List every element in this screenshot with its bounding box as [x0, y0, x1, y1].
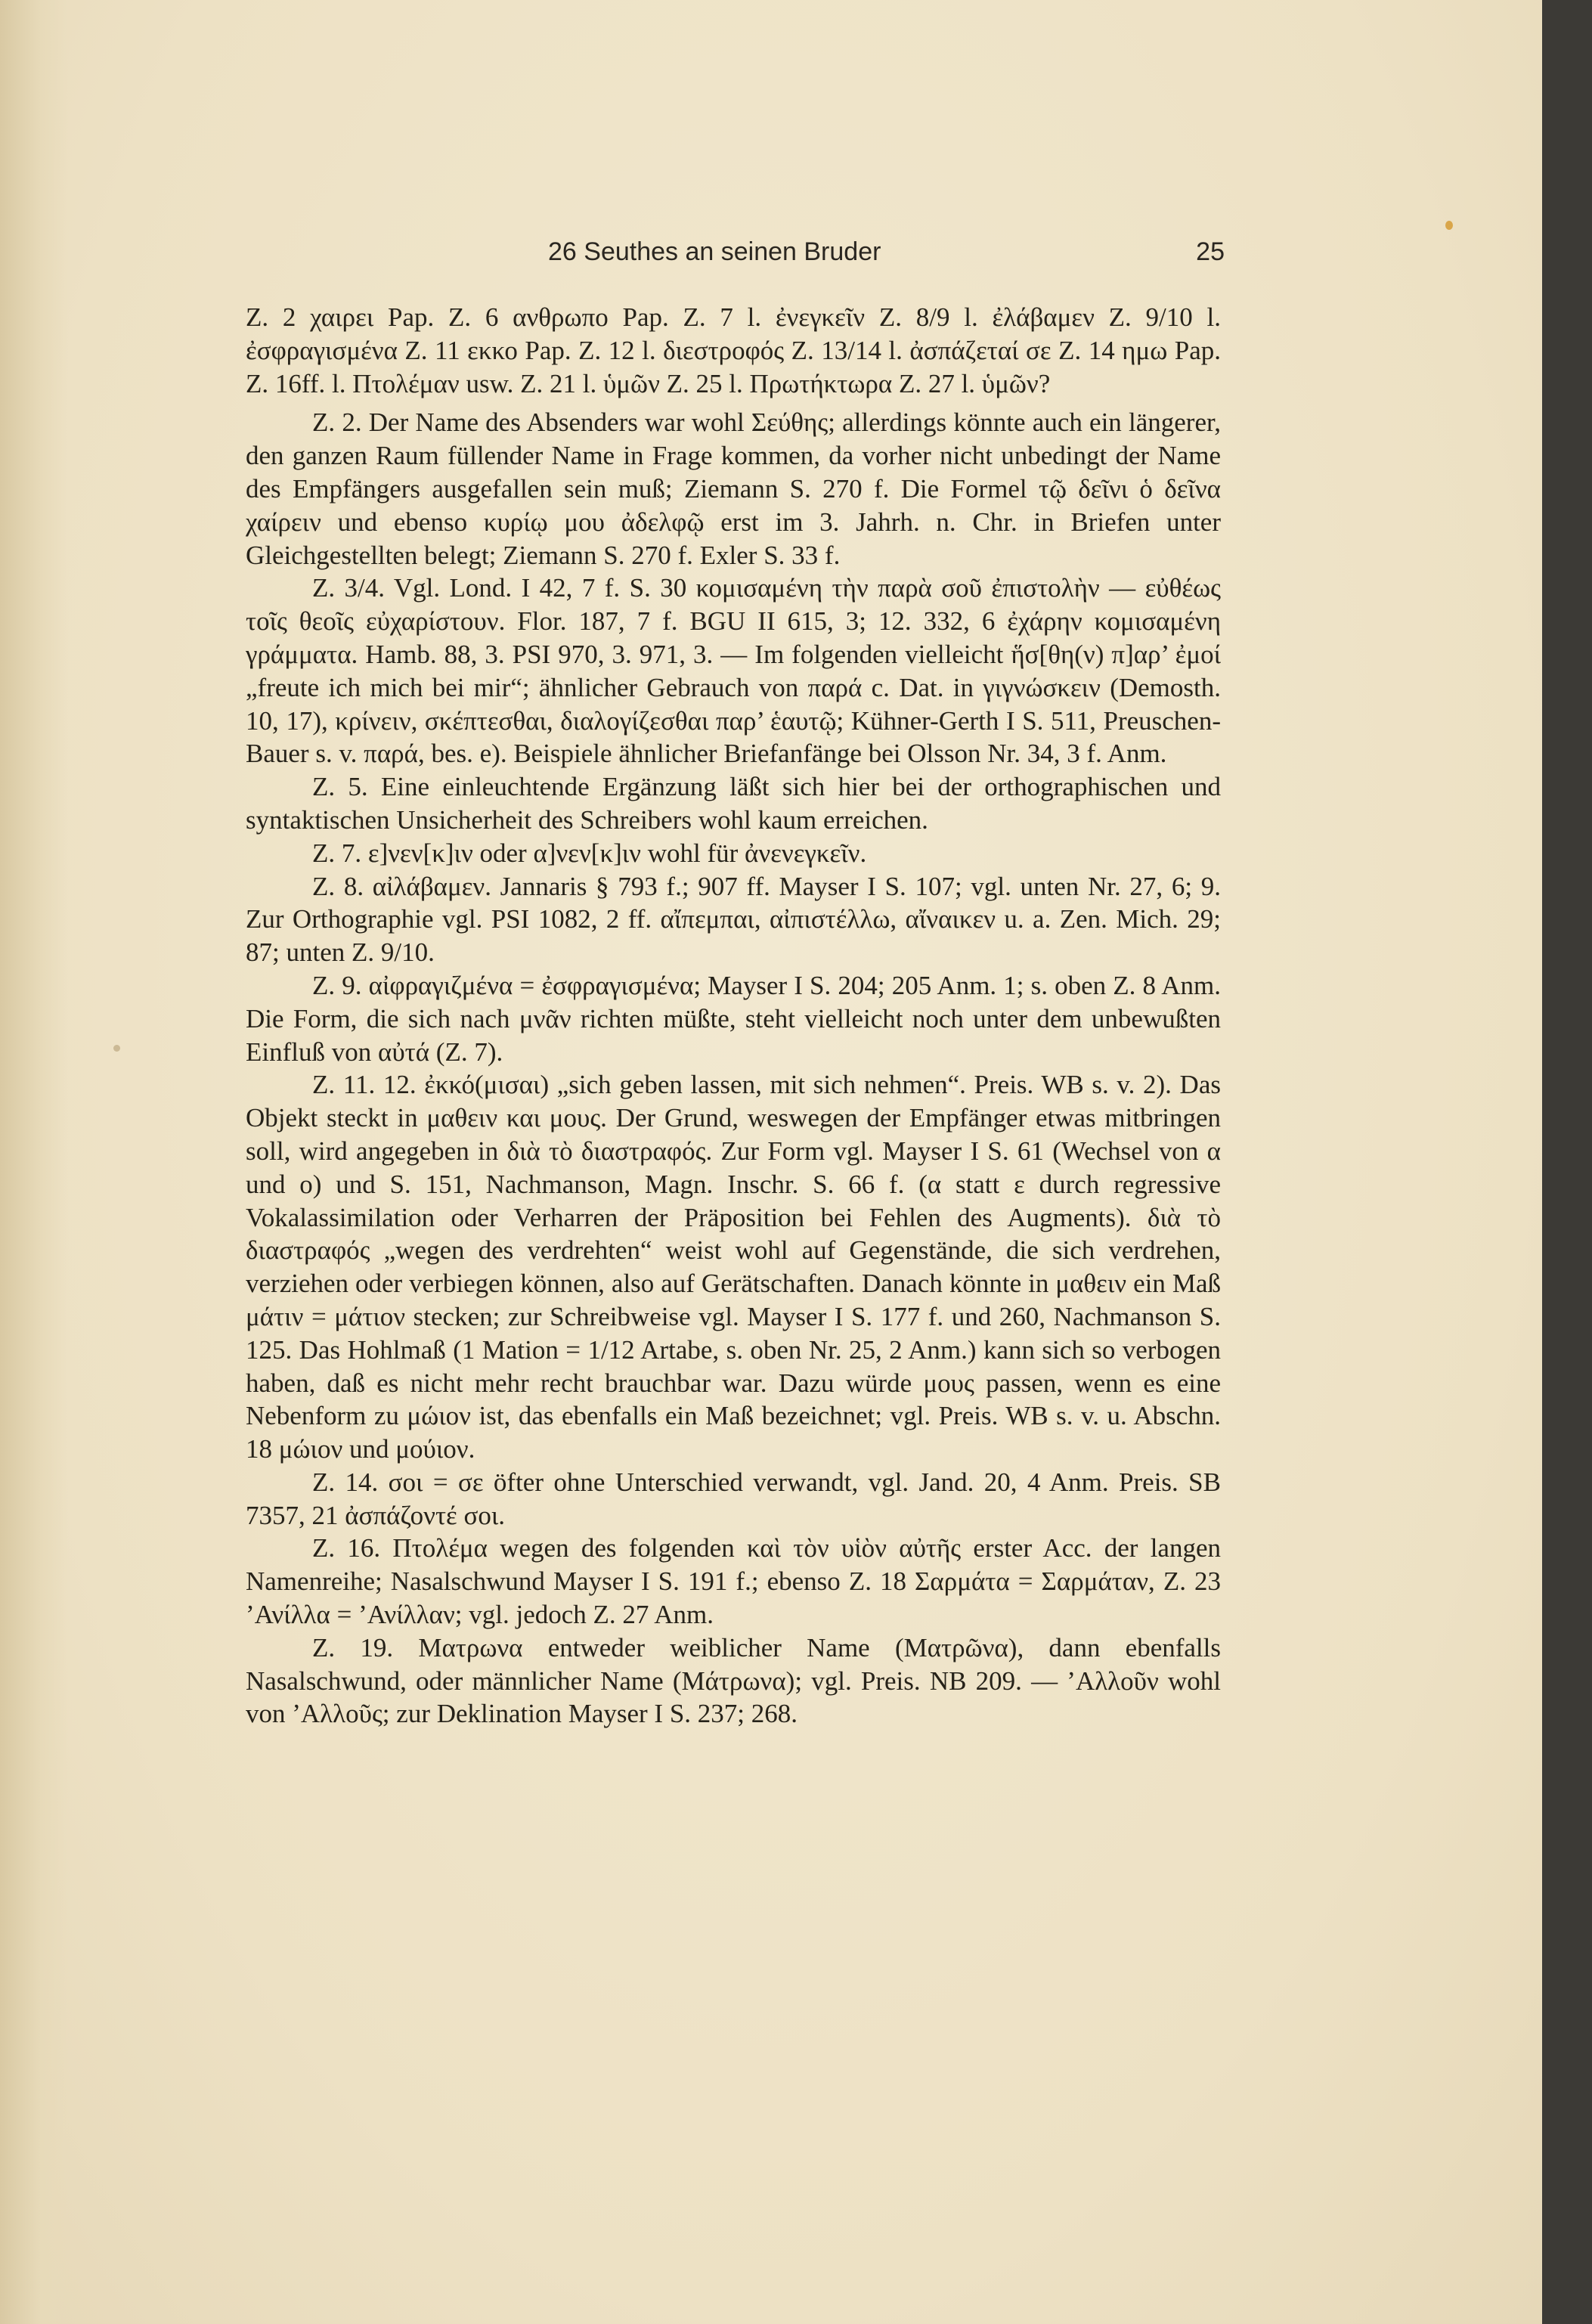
commentary-paragraph: Z. 5. Eine einleuchtende Ergänzung läßt sich hier bei der orthographischen und syntaktischen Unsicherheit des Schreibers wohl kaum erreichen.: [246, 772, 1221, 835]
commentary-paragraph: Z. 19. Ματρωνα entweder weiblicher Name (Ματρῶνα), dann ebenfalls Nasalschwund, oder männlicher Name (Μάτρωνα); vgl. Preis. NB 209. — ’Αλλοῦν wohl von ’Αλλοῦς; zur Deklination Mayser I S. 237; 268.: [246, 1632, 1221, 1729]
commentary-paragraph: Z. 16. Πτολέμα wegen des folgenden καὶ τὸν υἱὸν αὐτῆς erster Acc. der langen Namenreihe; Nasalschwund Mayser I S. 191 f.; ebenso Z. 18 Σαρμάτα = Σαρμάταν, Z. 23 ’Ανίλλα = ’Ανίλλαν; vgl. jedoch Z. 27 Anm.: [246, 1533, 1221, 1630]
commentary-paragraph: Z. 9. αἰφραγιζμένα = ἐσφραγισμένα; Mayser I S. 204; 205 Anm. 1; s. oben Z. 8 Anm. Die Form, die sich nach μνᾶν richten müßte, steht vielleicht noch unter dem unbewußten Einfluß von αὐτά (Z. 7).: [246, 970, 1221, 1067]
ink-spot: [1445, 221, 1453, 230]
commentary-paragraph: Z. 14. σοι = σε öfter ohne Unterschied verwandt, vgl. Jand. 20, 4 Anm. Preis. SB 7357, 21 ἀσπάζοντέ σοι.: [246, 1467, 1221, 1530]
critical-apparatus: Z. 2 χαιρει Pap. Z. 6 ανθρωπο Pap. Z. 7 l. ἐνεγκεῖν Z. 8/9 l. ἐλάβαμεν Z. 9/10 l. ἐσφραγισμένα Z. 11 εκκο Pap. Z. 12 l. διεστροφός Z. 13/14 l. ἀσπάζεταί σε Z. 14 ημω Pap. Z. 16ff. l. Πτολέμαν usw. Z. 21 l. ὑμῶν Z. 25 l. Πρωτήκτωρα Z. 27 l. ὑμῶν?: [246, 302, 1221, 398]
commentary-paragraph: Z. 11. 12. ἐκκό(μισαι) „sich geben lassen, mit sich nehmen“. Preis. WB s. v. 2). Das Objekt steckt in μαθειν και μους. Der Grund, weswegen der Empfänger etwas mitbringen soll, wird angegeben in διὰ τὸ διαστραφός. Zur Form vgl. Mayser I S. 61 (Wechsel von α und ο) und S. 151, Nachmanson, Magn. Inschr. S. 66 f. (α statt ε durch regressive Vokalassimilation oder Verharren der Präposition bei Fehlen des Augments). διὰ τὸ διαστραφός „wegen des verdrehten“ weist wohl auf Gegenstände, die sich verdrehen, verziehen oder verbiegen können, also auf Gerätschaften. Danach könnte in μαθειν ein Maß μάτιν = μάτιον stecken; zur Schreibweise vgl. Mayser I S. 177 f. und 260, Nachmanson S. 125. Das Hohlmaß (1 Mation = 1/12 Artabe, s. oben Nr. 25, 2 Anm.) kann sich so verbogen haben, daß es nicht mehr recht brauchbar war. Dazu würde μους passen, wenn es eine Nebenform zu μώιον ist, das ebenfalls ein Maß bezeichnet; vgl. Preis. WB s. v. u. Abschn. 18 μώιον und μούιον.: [246, 1070, 1221, 1464]
commentary-paragraph: Z. 2. Der Name des Absenders war wohl Σεύθης; allerdings könnte auch ein längerer, den ganzen Raum füllender Name in Frage kommen, da vorher nicht unbedingt der Name des Empfängers ausgefallen sein muß; Ziemann S. 270 f. Die Formel τῷ δεῖνι ὁ δεῖνα χαίρειν und ebenso κυρίῳ μου ἀδελφῷ erst im 3. Jahrh. n. Chr. in Briefen unter Gleichgestellten belegt; Ziemann S. 270 f. Exler S. 33 f.: [246, 407, 1221, 570]
commentary-paragraph: Z. 8. αἰλάβαμεν. Jannaris § 793 f.; 907 ff. Mayser I S. 107; vgl. unten Nr. 27, 6; 9. Zur Orthographie vgl. PSI 1082, 2 ff. αἴπεμπαι, αἰπιστέλλω, αἴναικεν u. a. Zen. Mich. 29; 87; unten Z. 9/10.: [246, 871, 1221, 968]
paper-blemish: [113, 1045, 120, 1052]
running-title: 26 Seuthes an seinen Bruder: [548, 237, 881, 266]
commentary-paragraph: Z. 7. ε]νεν[κ]ιν oder α]νεν[κ]ιν wohl für ἀνενεγκεῖν.: [312, 838, 867, 868]
commentary-paragraph: Z. 3/4. Vgl. Lond. I 42, 7 f. S. 30 κομισαμένη τὴν παρὰ σοῦ ἐπιστολὴν — εὐθέως τοῖς θεοῖς εὐχαρίστουν. Flor. 187, 7 f. BGU II 615, 3; 12. 332, 6 ἐχάρην κομισαμένη γράμματα. Hamb. 88, 3. PSI 970, 3. 971, 3. — Im folgenden vielleicht ἥσ[θη(ν) π]αρ’ ἐμοί „freute ich mich bei mir“; ähnlicher Gebrauch von παρά c. Dat. in γιγνώσκειν (Demosth. 10, 17), κρίνειν, σκέπτεσθαι, διαλογίζεσθαι παρ’ ἑαυτῷ; Kühner-Gerth I S. 511, Preuschen-Bauer s. v. παρά, bes. e). Beispiele ähnlicher Briefanfänge bei Olsson Nr. 34, 3 f. Anm.: [246, 573, 1221, 769]
page-body: [246, 301, 1221, 1731]
page-number: 25: [1196, 237, 1225, 266]
page-header: [249, 237, 1225, 274]
page-gutter: [0, 0, 68, 2324]
